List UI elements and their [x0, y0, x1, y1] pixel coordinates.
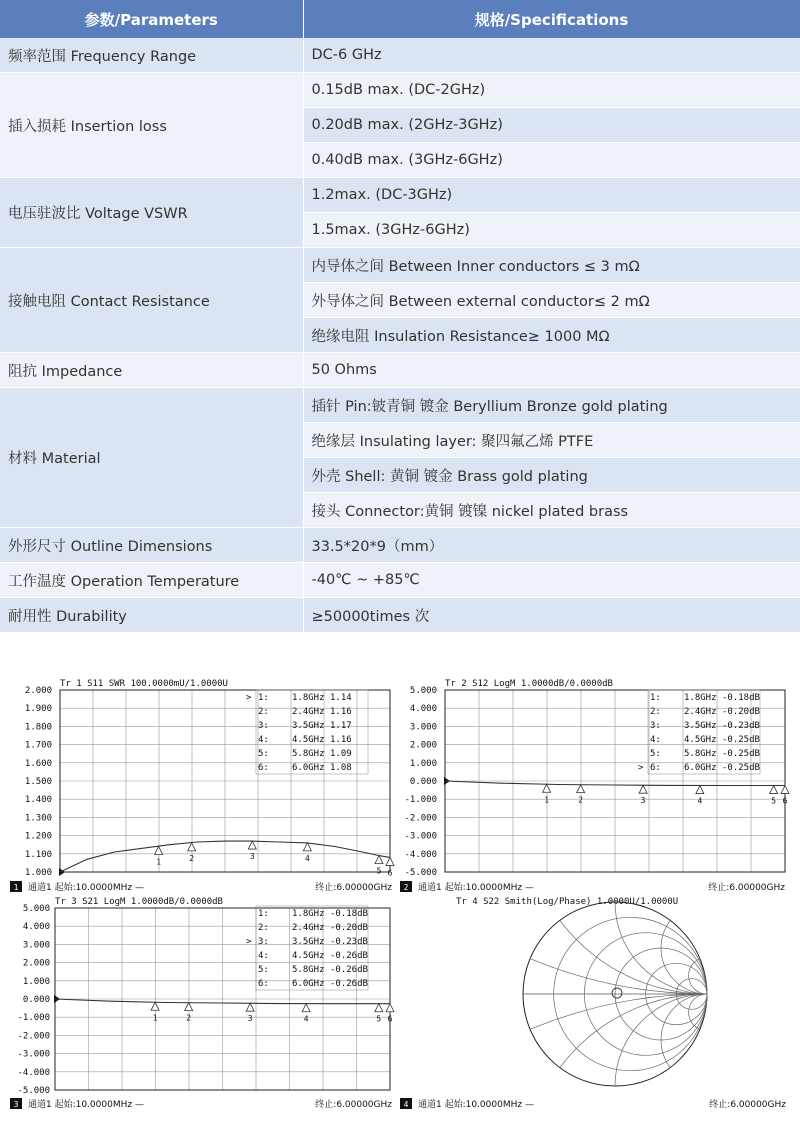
- y-tick-label: 4.000: [22, 922, 50, 933]
- marker-value: -0.26dB: [330, 965, 368, 975]
- marker-value: 1.14: [330, 693, 352, 703]
- y-tick-label: 2.000: [409, 740, 437, 751]
- param-durability: 耐用性 Durability: [0, 598, 303, 633]
- param-operation-temperature: 工作温度 Operation Temperature: [0, 563, 303, 598]
- marker-freq: 1.8GHz: [684, 693, 717, 703]
- marker-freq: 2.4GHz: [292, 707, 325, 717]
- marker-number: 5: [376, 866, 382, 876]
- y-tick-label: 1.100: [24, 849, 52, 860]
- spec-value: -40℃ ~ +85℃: [303, 563, 800, 598]
- marker-freq: 6.0GHz: [684, 763, 717, 773]
- table-row: [0, 73, 800, 108]
- param-contact-resistance: 接触电阻 Contact Resistance: [0, 248, 303, 353]
- channel-badge-number: 1: [13, 883, 19, 892]
- y-tick-label: 5.000: [22, 904, 50, 914]
- y-tick-label: 3.000: [22, 940, 50, 951]
- y-tick-label: 1.800: [24, 722, 52, 733]
- marker-number: 1: [544, 795, 550, 805]
- y-tick-label: 2.000: [22, 958, 50, 969]
- marker-triangle: [151, 1002, 159, 1010]
- marker-freq: 2.4GHz: [684, 707, 717, 717]
- y-tick-label: -5.000: [404, 868, 437, 878]
- chart-title: Tr 2 S12 LogM 1.0000dB/0.0000dB: [445, 679, 613, 689]
- marker-id: 3:: [258, 721, 269, 731]
- marker-value: -0.26dB: [330, 979, 368, 989]
- spec-table-header: [0, 0, 800, 38]
- marker-value: 1.16: [330, 707, 352, 717]
- marker-id: 2:: [258, 923, 269, 933]
- marker-freq: 1.8GHz: [292, 909, 325, 919]
- vna-plots: [0, 660, 800, 1132]
- param-material: 材料 Material: [0, 388, 303, 528]
- smith-reactance-arc: [523, 994, 800, 1132]
- spec-value: 0.15dB max. (DC-2GHz): [303, 73, 800, 108]
- channel-badge-number: 3: [13, 1100, 19, 1109]
- marker-freq: 6.0GHz: [292, 763, 325, 773]
- marker-freq: 3.5GHz: [292, 721, 325, 731]
- marker-freq: 5.8GHz: [292, 965, 325, 975]
- marker-triangle: [386, 1004, 394, 1012]
- marker-triangle: [246, 1003, 254, 1011]
- smith-trace: [612, 988, 622, 998]
- param-impedance: 阻抗 Impedance: [0, 353, 303, 388]
- marker-triangle: [303, 843, 311, 851]
- marker-number: 5: [376, 1014, 382, 1024]
- spec-value: ≥50000times 次: [303, 598, 800, 633]
- marker-id: 1:: [258, 693, 269, 703]
- param-vswr: 电压驻波比 Voltage VSWR: [0, 178, 303, 248]
- y-tick-label: 1.700: [24, 740, 52, 751]
- marker-active-flag: >: [638, 763, 644, 773]
- marker-id: 6:: [650, 763, 661, 773]
- marker-number: 3: [640, 796, 646, 806]
- marker-triangle: [639, 785, 647, 793]
- y-tick-label: 1.000: [409, 758, 437, 769]
- smith-reactance-arc: [615, 994, 799, 1132]
- chart-title: Tr 4 S22 Smith(Log/Phase) 1.0000U/1.0000U: [456, 897, 679, 907]
- table-row: [0, 353, 800, 388]
- footer-stop: 终止:6.00000GHz: [709, 1100, 786, 1110]
- marker-number: 6: [387, 1014, 393, 1024]
- y-tick-label: 5.000: [409, 686, 437, 696]
- marker-value: -0.26dB: [330, 951, 368, 961]
- marker-value: 1.08: [330, 763, 352, 773]
- footer-stop: 终止:6.00000GHz: [708, 883, 785, 893]
- marker-value: -0.18dB: [330, 909, 368, 919]
- marker-triangle: [577, 785, 585, 793]
- marker-triangle: [155, 847, 163, 855]
- spec-value: 外导体之间 Between external conductor≤ 2 mΩ: [303, 283, 800, 318]
- marker-triangle: [696, 786, 704, 794]
- marker-id: 2:: [650, 707, 661, 717]
- y-tick-label: 1.400: [24, 795, 52, 806]
- marker-triangle: [781, 786, 789, 794]
- marker-id: 4:: [258, 735, 269, 745]
- marker-freq: 1.8GHz: [292, 693, 325, 703]
- marker-id: 1:: [258, 909, 269, 919]
- y-tick-label: 2.000: [24, 686, 52, 696]
- marker-triangle: [375, 1004, 383, 1012]
- marker-triangle: [770, 786, 778, 794]
- marker-freq: 4.5GHz: [292, 951, 325, 961]
- smith-reactance-arc: [661, 994, 753, 1086]
- marker-freq: 3.5GHz: [684, 721, 717, 731]
- y-tick-label: 0.000: [22, 995, 50, 1005]
- marker-number: 3: [247, 1014, 253, 1024]
- marker-value: 1.17: [330, 721, 352, 731]
- marker-value: 1.16: [330, 735, 352, 745]
- y-tick-label: 1.900: [24, 704, 52, 715]
- marker-id: 5:: [258, 965, 269, 975]
- marker-id: 4:: [258, 951, 269, 961]
- param-frequency-range: 频率范围 Frequency Range: [0, 38, 303, 73]
- table-row: [0, 388, 800, 423]
- param-insertion-loss: 插入损耗 Insertion loss: [0, 73, 303, 178]
- marker-number: 4: [697, 796, 703, 806]
- y-tick-label: -2.000: [17, 1031, 50, 1042]
- marker-value: -0.18dB: [722, 693, 760, 703]
- marker-id: 6:: [258, 979, 269, 989]
- spec-value: 0.40dB max. (3GHz-6GHz): [303, 143, 800, 178]
- spec-value: 1.2max. (DC-3GHz): [303, 178, 800, 213]
- marker-id: 6:: [258, 763, 269, 773]
- vna-plots-svg: [0, 660, 800, 1132]
- y-tick-label: 1.500: [24, 777, 52, 787]
- marker-triangle: [543, 784, 551, 792]
- y-tick-label: -2.000: [404, 813, 437, 824]
- marker-triangle: [248, 841, 256, 849]
- marker-freq: 5.8GHz: [684, 749, 717, 759]
- table-row: [0, 528, 800, 563]
- marker-triangle: [302, 1004, 310, 1012]
- marker-number: 6: [782, 796, 788, 806]
- channel-badge-number: 4: [403, 1100, 409, 1109]
- reference-marker: [59, 868, 65, 876]
- marker-id: 5:: [650, 749, 661, 759]
- footer-stop: 终止:6.00000GHz: [315, 883, 392, 893]
- marker-triangle: [375, 856, 383, 864]
- marker-number: 1: [152, 1013, 158, 1023]
- footer-start: 通道1 起始:10.0000MHz —: [418, 1100, 534, 1110]
- footer-start: 通道1 起始:10.0000MHz —: [28, 1100, 144, 1110]
- marker-number: 2: [189, 853, 195, 863]
- spec-value: 0.20dB max. (2GHz-3GHz): [303, 108, 800, 143]
- chart-title: Tr 3 S21 LogM 1.0000dB/0.0000dB: [55, 897, 223, 907]
- table-row: [0, 38, 800, 73]
- marker-id: 2:: [258, 707, 269, 717]
- marker-value: 1.09: [330, 749, 352, 759]
- y-tick-label: 1.300: [24, 813, 52, 824]
- marker-freq: 2.4GHz: [292, 923, 325, 933]
- marker-number: 4: [303, 1014, 309, 1024]
- marker-id: 1:: [650, 693, 661, 703]
- footer-stop: 终止:6.00000GHz: [315, 1100, 392, 1110]
- smith-reactance-arc: [661, 902, 753, 994]
- y-tick-label: 0.000: [409, 777, 437, 787]
- footer-start: 通道1 起始:10.0000MHz —: [418, 883, 534, 893]
- marker-freq: 4.5GHz: [684, 735, 717, 745]
- marker-triangle: [188, 843, 196, 851]
- spec-value: 33.5*20*9（mm）: [303, 528, 800, 563]
- y-tick-label: -4.000: [404, 849, 437, 860]
- marker-number: 6: [387, 868, 393, 878]
- table-row: [0, 248, 800, 283]
- y-tick-label: -3.000: [17, 1049, 50, 1060]
- marker-value: -0.20dB: [330, 923, 368, 933]
- marker-number: 2: [578, 795, 584, 805]
- smith-reactance-arc: [247, 994, 800, 1132]
- marker-value: -0.25dB: [722, 749, 760, 759]
- marker-value: -0.25dB: [722, 735, 760, 745]
- marker-id: 3:: [650, 721, 661, 731]
- spec-value: 外壳 Shell: 黄铜 镀金 Brass gold plating: [303, 458, 800, 493]
- channel-badge-number: 2: [403, 883, 409, 892]
- marker-triangle: [185, 1003, 193, 1011]
- spec-value: 插针 Pin:铍青铜 镀金 Beryllium Bronze gold plating: [303, 388, 800, 423]
- y-tick-label: -5.000: [17, 1086, 50, 1096]
- table-row: [0, 598, 800, 633]
- table-row: [0, 178, 800, 213]
- marker-id: 4:: [650, 735, 661, 745]
- marker-triangle: [386, 857, 394, 865]
- y-tick-label: 1.000: [22, 976, 50, 987]
- marker-value: -0.20dB: [722, 707, 760, 717]
- marker-id: 5:: [258, 749, 269, 759]
- marker-freq: 5.8GHz: [292, 749, 325, 759]
- marker-active-flag: >: [246, 693, 252, 703]
- y-tick-label: 1.600: [24, 758, 52, 769]
- marker-id: 3:: [258, 937, 269, 947]
- table-row: [0, 563, 800, 598]
- marker-freq: 6.0GHz: [292, 979, 325, 989]
- spec-value: 绝缘电阻 Insulation Resistance≥ 1000 MΩ: [303, 318, 800, 353]
- spec-value: DC-6 GHz: [303, 38, 800, 73]
- marker-active-flag: >: [246, 937, 252, 947]
- marker-number: 2: [186, 1013, 192, 1023]
- y-tick-label: -3.000: [404, 831, 437, 842]
- param-outline-dimensions: 外形尺寸 Outline Dimensions: [0, 528, 303, 563]
- spec-value: 绝缘层 Insulating layer: 聚四氟乙烯 PTFE: [303, 423, 800, 458]
- marker-number: 5: [771, 796, 777, 806]
- spec-value: 内导体之间 Between Inner conductors ≤ 3 mΩ: [303, 248, 800, 283]
- spec-value: 50 Ohms: [303, 353, 800, 388]
- marker-number: 4: [304, 853, 310, 863]
- header-specifications: 规格/Specifications: [303, 0, 800, 38]
- marker-value: -0.25dB: [722, 763, 760, 773]
- header-parameters: 参数/Parameters: [0, 0, 303, 38]
- y-tick-label: -1.000: [404, 795, 437, 806]
- y-tick-label: 1.200: [24, 831, 52, 842]
- y-tick-label: 3.000: [409, 722, 437, 733]
- marker-freq: 4.5GHz: [292, 735, 325, 745]
- marker-value: -0.23dB: [722, 721, 760, 731]
- y-tick-label: -1.000: [17, 1013, 50, 1024]
- spec-value: 1.5max. (3GHz-6GHz): [303, 213, 800, 248]
- marker-value: -0.23dB: [330, 937, 368, 947]
- chart-title: Tr 1 S11 SWR 100.0000mU/1.0000U: [60, 679, 228, 689]
- marker-number: 1: [156, 857, 162, 867]
- spec-value: 接头 Connector:黄铜 镀镍 nickel plated brass: [303, 493, 800, 528]
- footer-start: 通道1 起始:10.0000MHz —: [28, 883, 144, 893]
- marker-freq: 3.5GHz: [292, 937, 325, 947]
- y-tick-label: 1.000: [24, 868, 52, 878]
- y-tick-label: -4.000: [17, 1067, 50, 1078]
- y-tick-label: 4.000: [409, 704, 437, 715]
- marker-number: 3: [249, 852, 255, 862]
